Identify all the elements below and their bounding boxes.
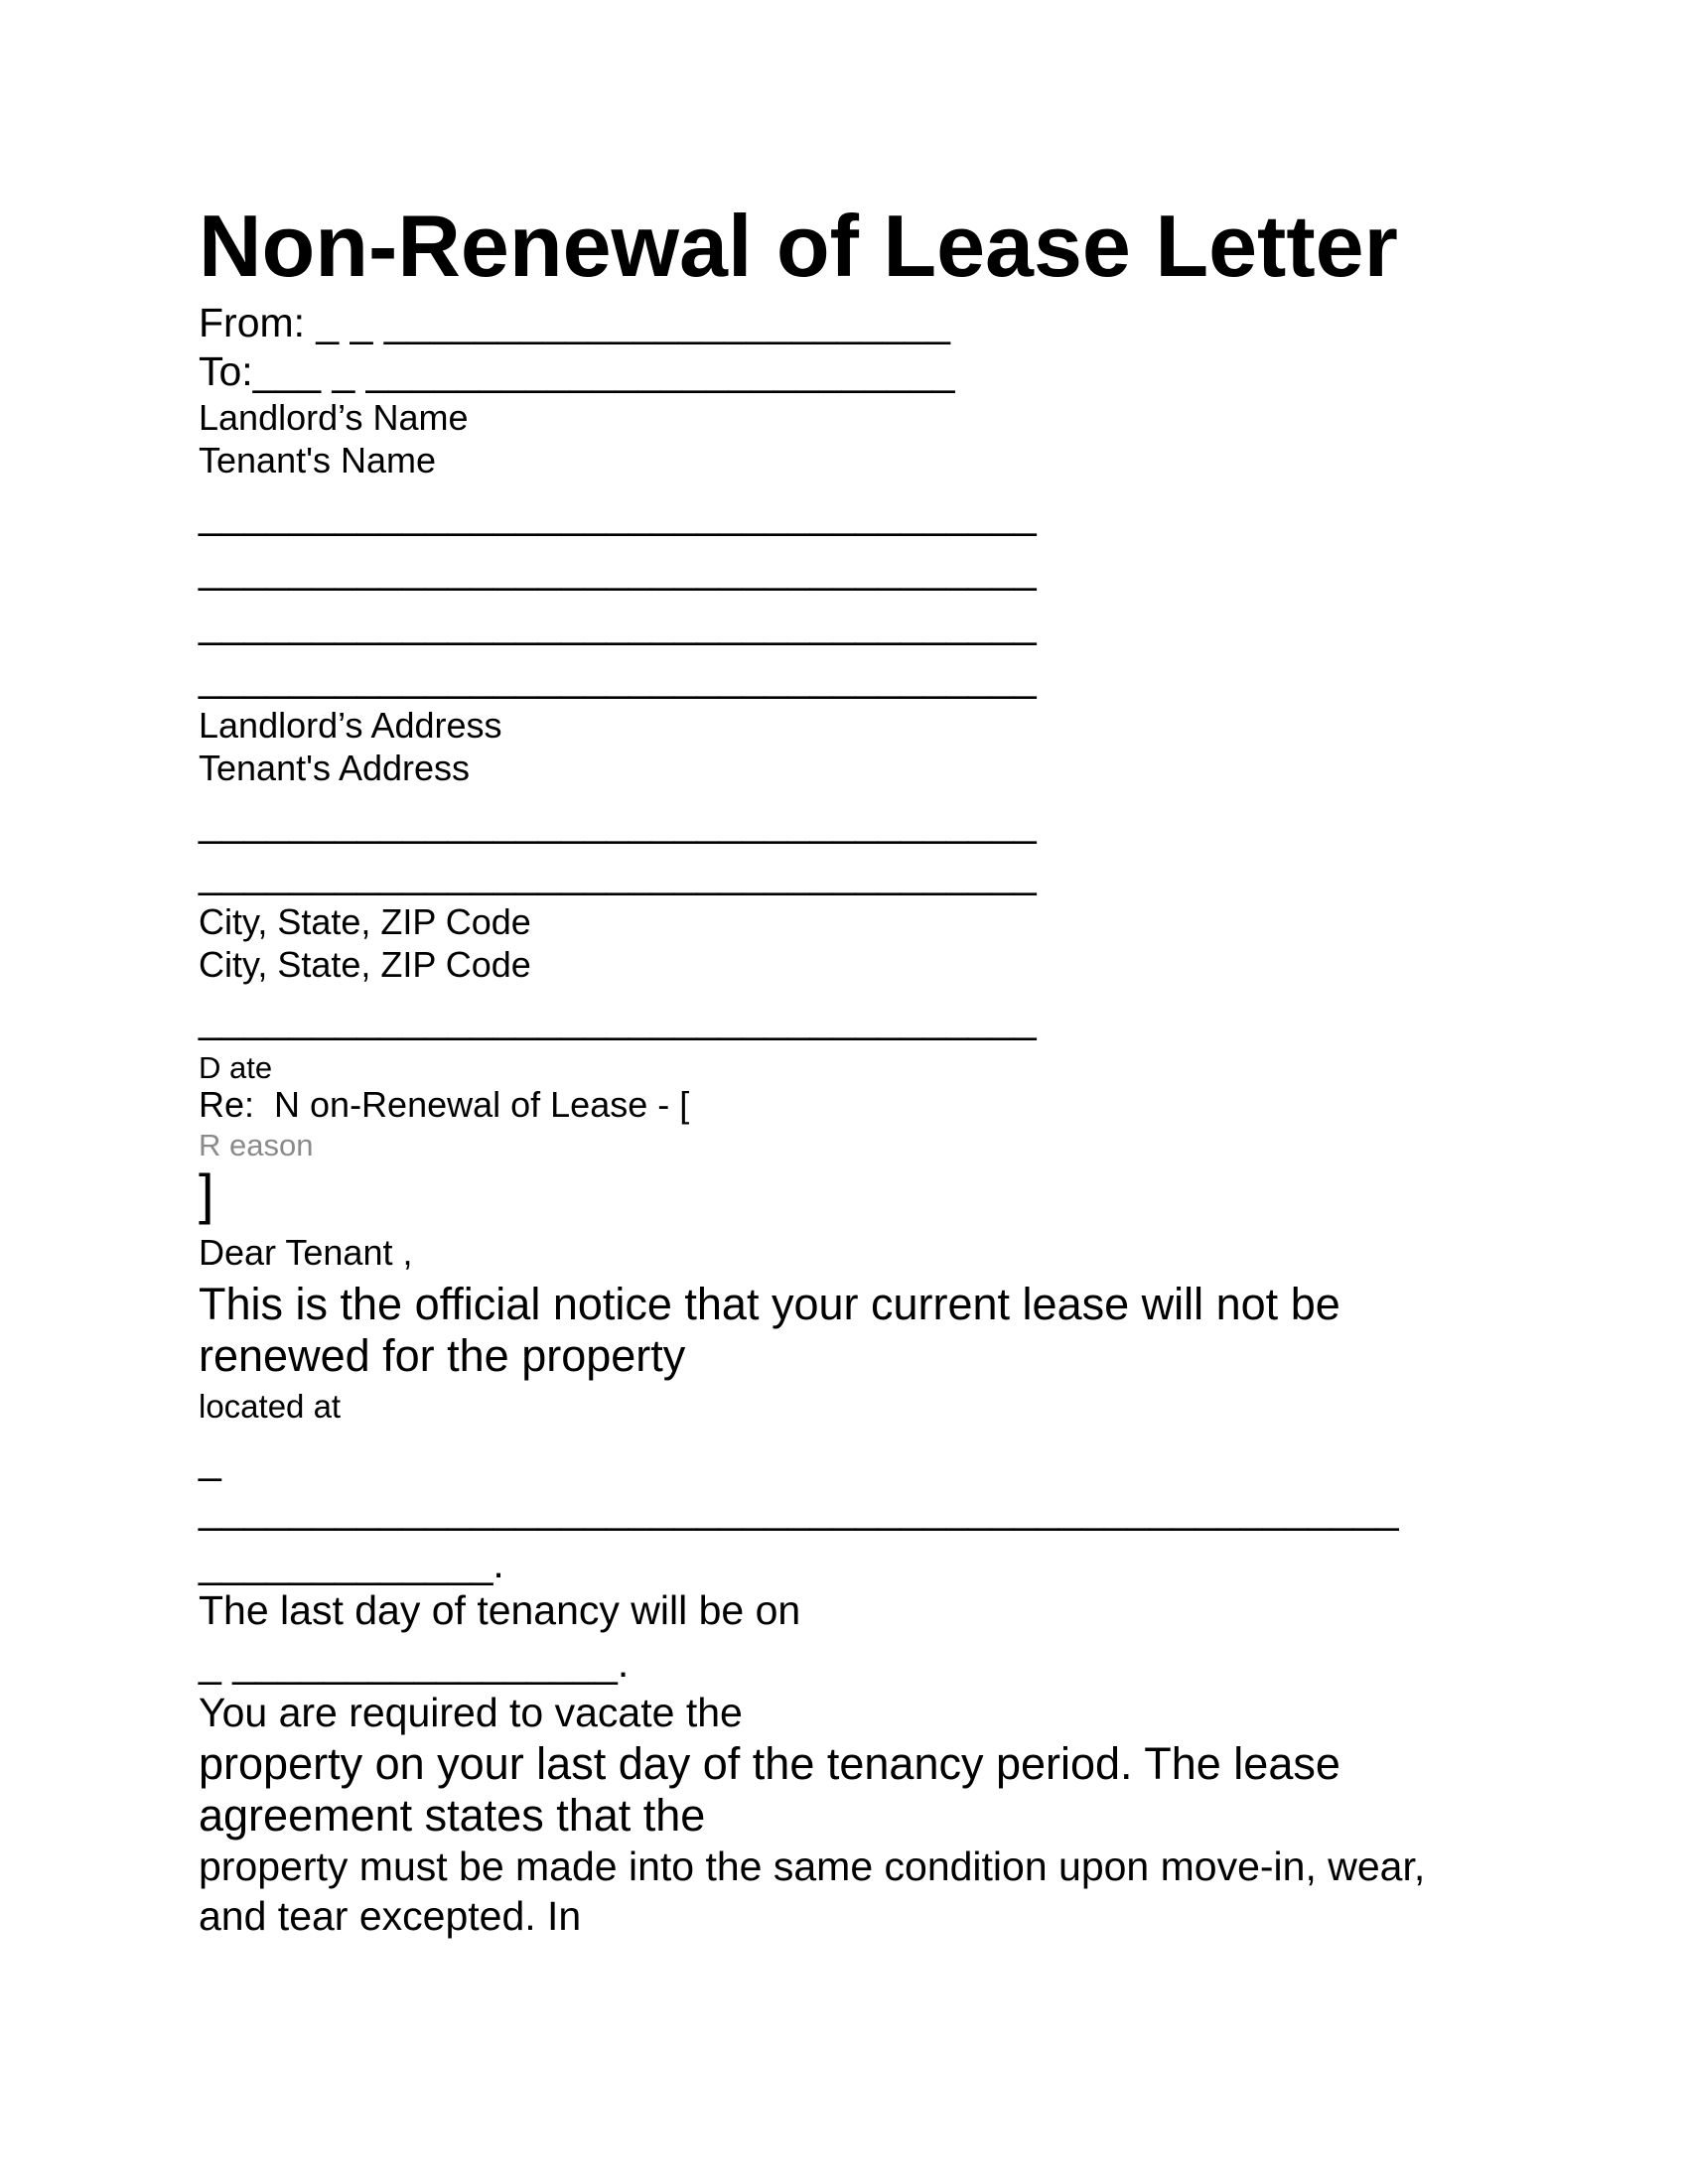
- page-title: Non-Renewal of Lease Letter: [199, 197, 1398, 295]
- body-text: and tear excepted. In: [199, 1893, 582, 1939]
- tenant-address-label: Tenant's Address: [199, 748, 471, 788]
- city-state-zip-label: City, State, ZIP Code: [199, 944, 531, 985]
- body-text: property on your last day of the tenancy period. The lease: [199, 1738, 1340, 1789]
- to-line: To:___ _ __________________________: [199, 348, 955, 394]
- landlord-name-label: Landlord’s Name: [199, 397, 469, 438]
- reason-placeholder: R eason: [199, 1128, 314, 1162]
- blank-line: _____________________________________: [199, 654, 1037, 700]
- blank-line: _____________________________________: [199, 601, 1037, 646]
- blank-line: _____________________________________: [199, 491, 1037, 537]
- closing-bracket: ]: [199, 1162, 214, 1225]
- body-text: The last day of tenancy will be on: [199, 1587, 801, 1633]
- salutation: Dear Tenant ,: [199, 1232, 413, 1273]
- blank-line: _____________________________________: [199, 996, 1037, 1041]
- body-text: located at: [199, 1388, 342, 1425]
- body-text: agreement states that the: [199, 1790, 706, 1841]
- landlord-address-label: Landlord’s Address: [199, 705, 502, 746]
- body-text: This is the official notice that your current lease will not be: [199, 1279, 1340, 1329]
- blank-line: _____________.: [199, 1541, 504, 1586]
- body-text: You are required to vacate the: [199, 1690, 743, 1735]
- tenant-name-label: Tenant's Name: [199, 440, 436, 480]
- city-state-zip-label: City, State, ZIP Code: [199, 901, 531, 942]
- blank-line: _____________________________________________________: [199, 1486, 1399, 1532]
- body-text: renewed for the property: [199, 1330, 686, 1381]
- blank-line: _____________________________________: [199, 799, 1037, 845]
- blank-line: _____________________________________: [199, 546, 1037, 592]
- blank-line: _ _________________.: [199, 1640, 630, 1686]
- re-line: Re: N on-Renewal of Lease - [: [199, 1084, 690, 1125]
- from-line: From: _ _ _________________________: [199, 300, 950, 345]
- blank-line: _____________________________________: [199, 851, 1037, 896]
- body-text: property must be made into the same condition upon move-in, wear,: [199, 1843, 1426, 1889]
- date-label: D ate: [199, 1050, 273, 1085]
- blank-line: _: [199, 1436, 221, 1482]
